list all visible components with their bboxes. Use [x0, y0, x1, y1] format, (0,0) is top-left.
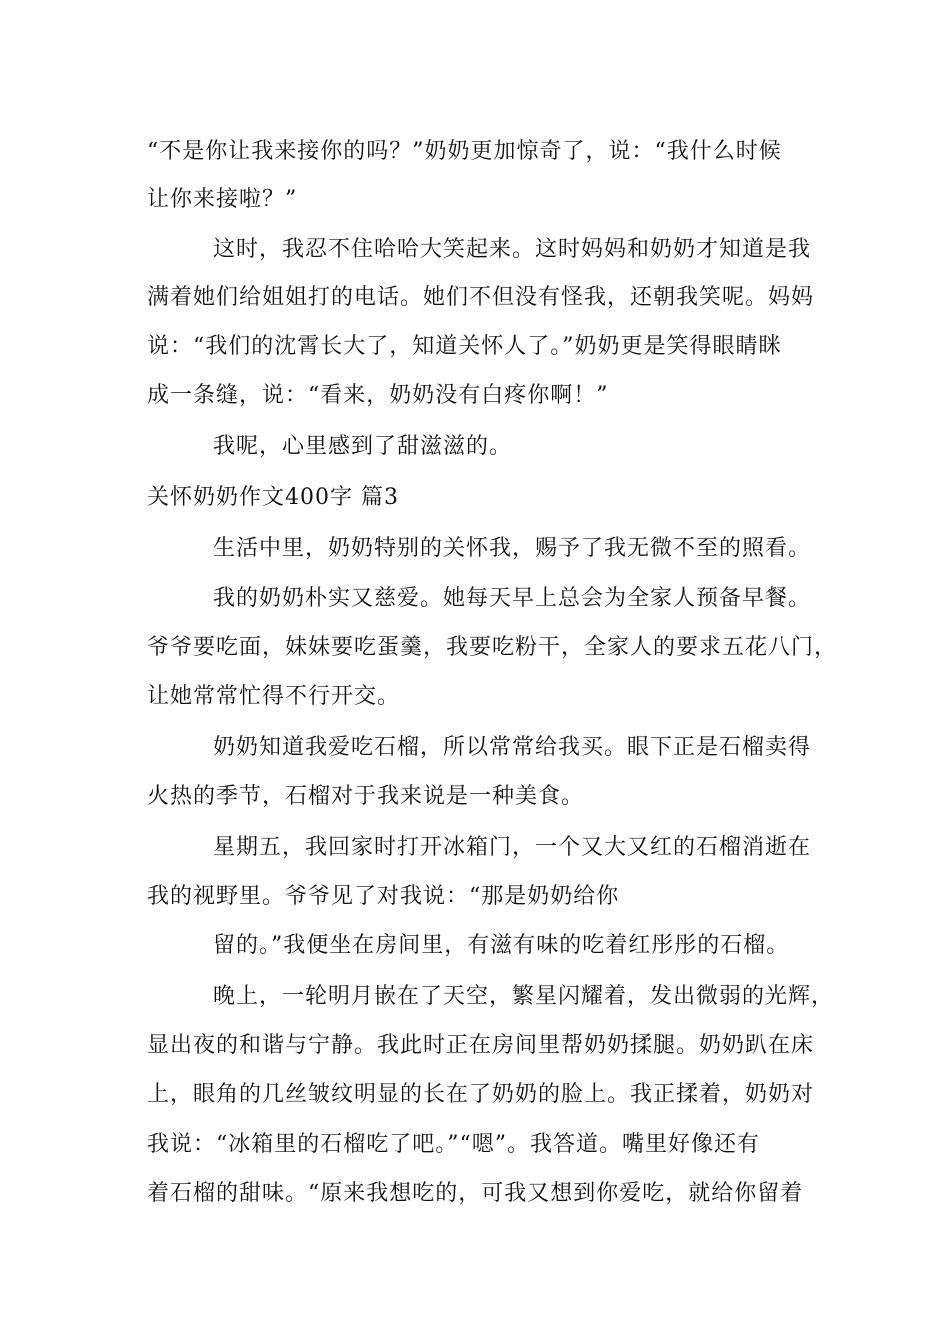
text-line: 满着她们给姐姐打的电话。她们不但没有怪我，还朝我笑呢。妈妈 — [147, 285, 815, 310]
text-line: 爷爷要吃面，妹妹要吃蛋羹，我要吃粉干，全家人的要求五花八门， — [147, 635, 838, 660]
paragraph-line: 星期五，我回家时打开冰箱门，一个又大又红的石榴消逝在 — [213, 835, 812, 860]
text-line: 我说：“冰箱里的石榴吃了吧。”“嗯”。我答道。嘴里好像还有 — [147, 1132, 760, 1157]
text-line: 让她常常忙得不行开交。 — [147, 684, 401, 709]
text-line: 着石榴的甜味。“原来我想吃的，可我又想到你爱吃，就给你留着 — [147, 1181, 804, 1206]
paragraph-line: 晚上，一轮明月嵌在了天空，繁星闪耀着，发出微弱的光辉， — [213, 984, 835, 1009]
text-line: 成一条缝，说：“看来，奶奶没有白疼你啊！” — [147, 383, 609, 408]
text-line: 显出夜的和谐与宁静。我此时正在房间里帮奶奶揉腿。奶奶趴在床 — [147, 1033, 815, 1058]
paragraph-line: 留的。”我便坐在房间里，有滋有味的吃着红彤彤的石榴。 — [213, 933, 790, 958]
text-line: 上，眼角的几丝皱纹明显的长在了奶奶的脸上。我正揉着，奶奶对 — [147, 1082, 815, 1107]
text-line: 让你来接啦？” — [147, 187, 298, 212]
paragraph-line: 奶奶知道我爱吃石榴，所以常常给我买。眼下正是石榴卖得 — [213, 735, 812, 760]
paragraph-line: 我的奶奶朴实又慈爱。她每天早上总会为全家人预备早餐。 — [213, 586, 812, 611]
text-line: 说：“我们的沈霄长大了，知道关怀人了。”奶奶更是笑得眼睛眯 — [147, 334, 782, 359]
paragraph-line: 生活中里，奶奶特别的关怀我，赐予了我无微不至的照看。 — [213, 536, 812, 561]
text-line: “不是你让我来接你的吗？”奶奶更加惊奇了，说：“我什么时候 — [147, 139, 782, 164]
paragraph-line: 我呢，心里感到了甜滋滋的。 — [213, 434, 513, 459]
paragraph-line: 这时，我忍不住哈哈大笑起来。这时妈妈和奶奶才知道是我 — [213, 237, 812, 262]
text-line: 火热的季节，石榴对于我来说是一种美食。 — [147, 784, 585, 809]
section-heading: 关怀奶奶作文400字 篇3 — [147, 485, 399, 510]
text-line: 我的视野里。爷爷见了对我说：“那是奶奶给你 — [147, 884, 620, 909]
